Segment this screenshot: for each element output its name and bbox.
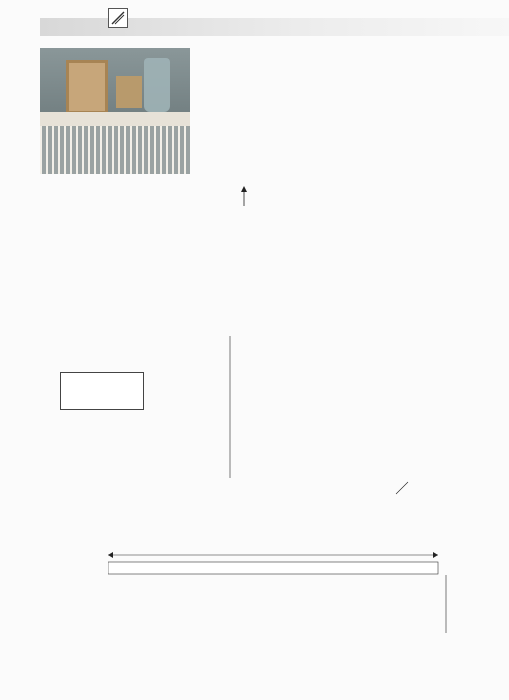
photo-frame xyxy=(66,60,108,114)
band-header xyxy=(108,562,438,574)
photo-birdhouse xyxy=(116,76,142,108)
photo-lace-fringe xyxy=(40,126,190,174)
crochet-chart-diagram xyxy=(196,176,496,516)
photo-jar xyxy=(144,58,170,112)
product-photo xyxy=(40,48,190,174)
crochet-hook-icon xyxy=(108,8,128,28)
edging-overview-diagram xyxy=(108,545,458,665)
gauge-swatch-box xyxy=(60,372,144,410)
